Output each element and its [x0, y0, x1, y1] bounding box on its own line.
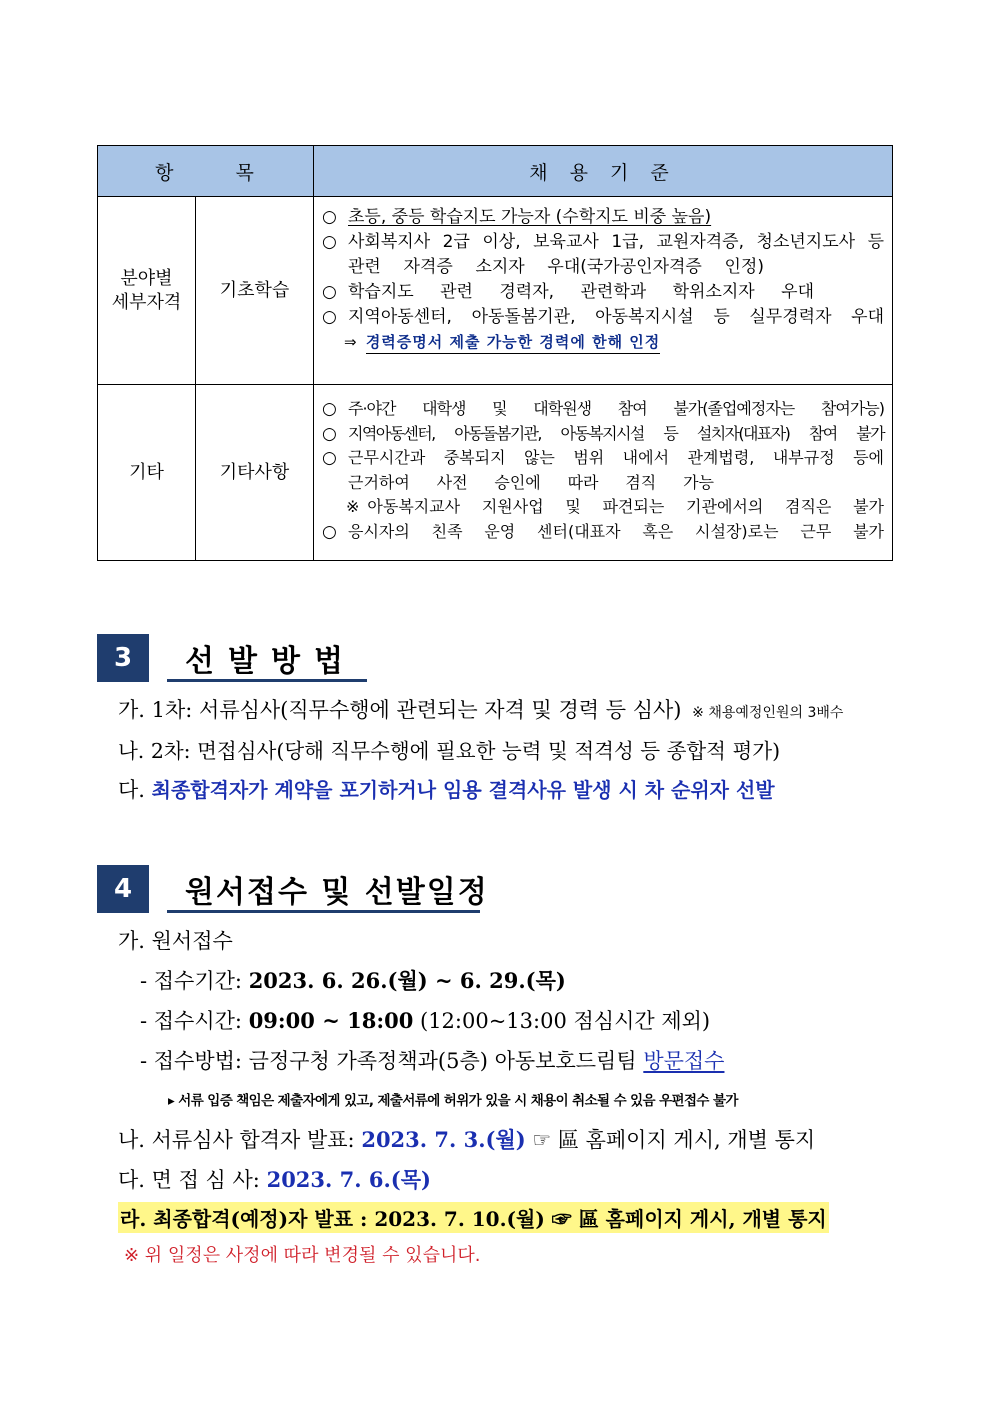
header-criteria: 채 용 기 준 [314, 146, 893, 197]
header-item-char2: 목 [235, 161, 256, 184]
selection-step-1-text: 가. 1차: 서류심사(직무수행에 관련되는 자격 및 경력 등 심사) [118, 698, 682, 722]
final-result: 라. 최종합격(예정)자 발표 : 2023. 7. 10.(월) ☞ 區 홈페이지 게시, 개별 통지 [118, 1202, 829, 1233]
application-method-label: - 접수방법: 금정구청 가족정책과(5층) 아동보호드림팀 [140, 1049, 637, 1073]
sub-note-text: 아동복지교사 지원사업 및 파견되는 기관에서의 겸직은 불가 [367, 497, 884, 516]
document-result-label: 나. 서류심사 합격자 발표: [118, 1128, 355, 1152]
section-title: 선발방법 [185, 644, 357, 679]
interview-date: 2023. 7. 6.(목) [266, 1167, 431, 1192]
application-period-value: 2023. 6. 26.(월) ~ 6. 29.(목) [248, 968, 566, 993]
list-item [322, 280, 884, 305]
circle-bullet-icon: ○ [322, 307, 337, 327]
certificate-note [322, 330, 884, 355]
section-3-header [97, 634, 377, 682]
application-hours-extra: (12:00~13:00 점심시간 제외) [420, 1009, 711, 1033]
list-item [322, 520, 884, 545]
section-underline [167, 910, 480, 913]
schedule-ga: 가. 원서접수 [118, 929, 233, 953]
criteria-table [97, 145, 893, 561]
list-item [322, 446, 884, 471]
sub-note [322, 495, 884, 520]
item-text: 근무시간과 중복되지 않는 범위 내에서 관계법령, 내부규정 등에 [348, 448, 884, 467]
selection-step-3-prefix: 다. [118, 778, 145, 802]
list-item [322, 397, 884, 422]
certificate-note-text: 경력증명서 제출 가능한 경력에 한해 인정 [366, 333, 660, 354]
item-text: 지역아동센터, 아동돌봄기관, 아동복지시설 등 설치자(대표자) 참여 불가 [348, 423, 884, 443]
section-title: 원서접수 및 선발일정 [185, 875, 489, 910]
table-header-row [98, 146, 893, 197]
circle-bullet-icon: ○ [322, 232, 337, 252]
application-hours-value: 09:00 ~ 18:00 [248, 1008, 414, 1033]
circle-bullet-icon: ○ [322, 423, 337, 444]
selection-step-2: 나. 2차: 면접심사(당해 직무수행에 필요한 능력 및 적격성 등 종합적 평가) [118, 739, 781, 763]
item-text: 근거하여 사전 승인에 따라 겸직 가능 [348, 472, 714, 492]
item-text: 학습지도 관련 경력자, 관련학과 학위소지자 우대 [348, 282, 814, 302]
document-result [118, 1124, 815, 1154]
list-item-continuation [322, 471, 884, 496]
circle-bullet-icon: ○ [322, 521, 337, 542]
item-text: 주·야간 대학생 및 대학원생 참여 불가(졸업예정자는 참여가능) [348, 399, 884, 418]
category-cell [98, 197, 196, 385]
list-item [322, 422, 884, 447]
subcategory-cell: 기타사항 [196, 385, 314, 561]
table-row [98, 385, 893, 561]
application-hours-label: - 접수시간: [140, 1009, 242, 1033]
schedule-notice: ※ 위 일정은 사정에 따라 변경될 수 있습니다. [124, 1245, 481, 1266]
implies-arrow-icon: ⇒ [344, 333, 357, 351]
section-underline [167, 679, 367, 682]
list-item-continuation [322, 255, 884, 280]
application-method [140, 1045, 724, 1075]
item-text: 사회복지사 2급 이상, 보육교사 1급, 교원자격증, 청소년지도사 등 [348, 232, 884, 252]
item-text: 응시자의 친족 운영 센터(대표자 혹은 시설장)로는 근무 불가 [348, 521, 884, 541]
selection-step-3-text: 최종합격자가 계약을 포기하거나 임용 결격사유 발생 시 차 순위자 선발 [151, 778, 775, 802]
selection-step-3 [118, 774, 775, 804]
list-item [322, 230, 884, 255]
application-hours [140, 1005, 710, 1035]
application-warning: ▸ 서류 입증 책임은 제출자에게 있고, 제출서류에 허위가 있을 시 채용이 취소될 수 있음 우편접수 불가 [168, 1093, 738, 1109]
list-item [322, 305, 884, 330]
section-4-header [97, 865, 487, 913]
table-row [98, 197, 893, 385]
circle-bullet-icon: ○ [322, 207, 337, 227]
document-result-date: 2023. 7. 3.(월) [361, 1127, 526, 1152]
selection-step-1 [118, 694, 843, 724]
interview-label: 다. 면 접 심 사: [118, 1168, 260, 1192]
criteria-cell [314, 197, 893, 385]
application-period-label: - 접수기간: [140, 969, 242, 993]
header-item-char1: 항 [155, 161, 176, 184]
reference-mark-icon: ※ [346, 497, 360, 516]
category-cell: 기타 [98, 385, 196, 561]
header-item [98, 146, 314, 197]
circle-bullet-icon: ○ [322, 399, 337, 419]
section-number-badge: 4 [97, 865, 149, 913]
item-text: 관련 자격증 소지자 우대(국가공인자격증 인정) [348, 257, 764, 277]
category-line1: 분야별 [120, 267, 173, 289]
application-method-value: 방문접수 [643, 1049, 725, 1073]
item-text: 지역아동센터, 아동돌봄기관, 아동복지시설 등 실무경력자 우대 [348, 307, 884, 327]
criteria-cell [314, 385, 893, 561]
item-text: 초등, 중등 학습지도 가능자 (수학지도 비중 높음) [348, 207, 712, 227]
circle-bullet-icon: ○ [322, 448, 337, 468]
circle-bullet-icon: ○ [322, 282, 337, 302]
document-result-rest: ☞ 區 홈페이지 게시, 개별 통지 [532, 1128, 816, 1152]
section-number-badge: 3 [97, 634, 149, 682]
application-period [140, 965, 566, 995]
list-item [322, 205, 884, 230]
selection-step-1-note: ※ 채용예정인원의 3배수 [692, 705, 844, 721]
interview [118, 1164, 431, 1194]
category-line2: 세부자격 [111, 291, 182, 313]
subcategory-cell: 기초학습 [196, 197, 314, 385]
